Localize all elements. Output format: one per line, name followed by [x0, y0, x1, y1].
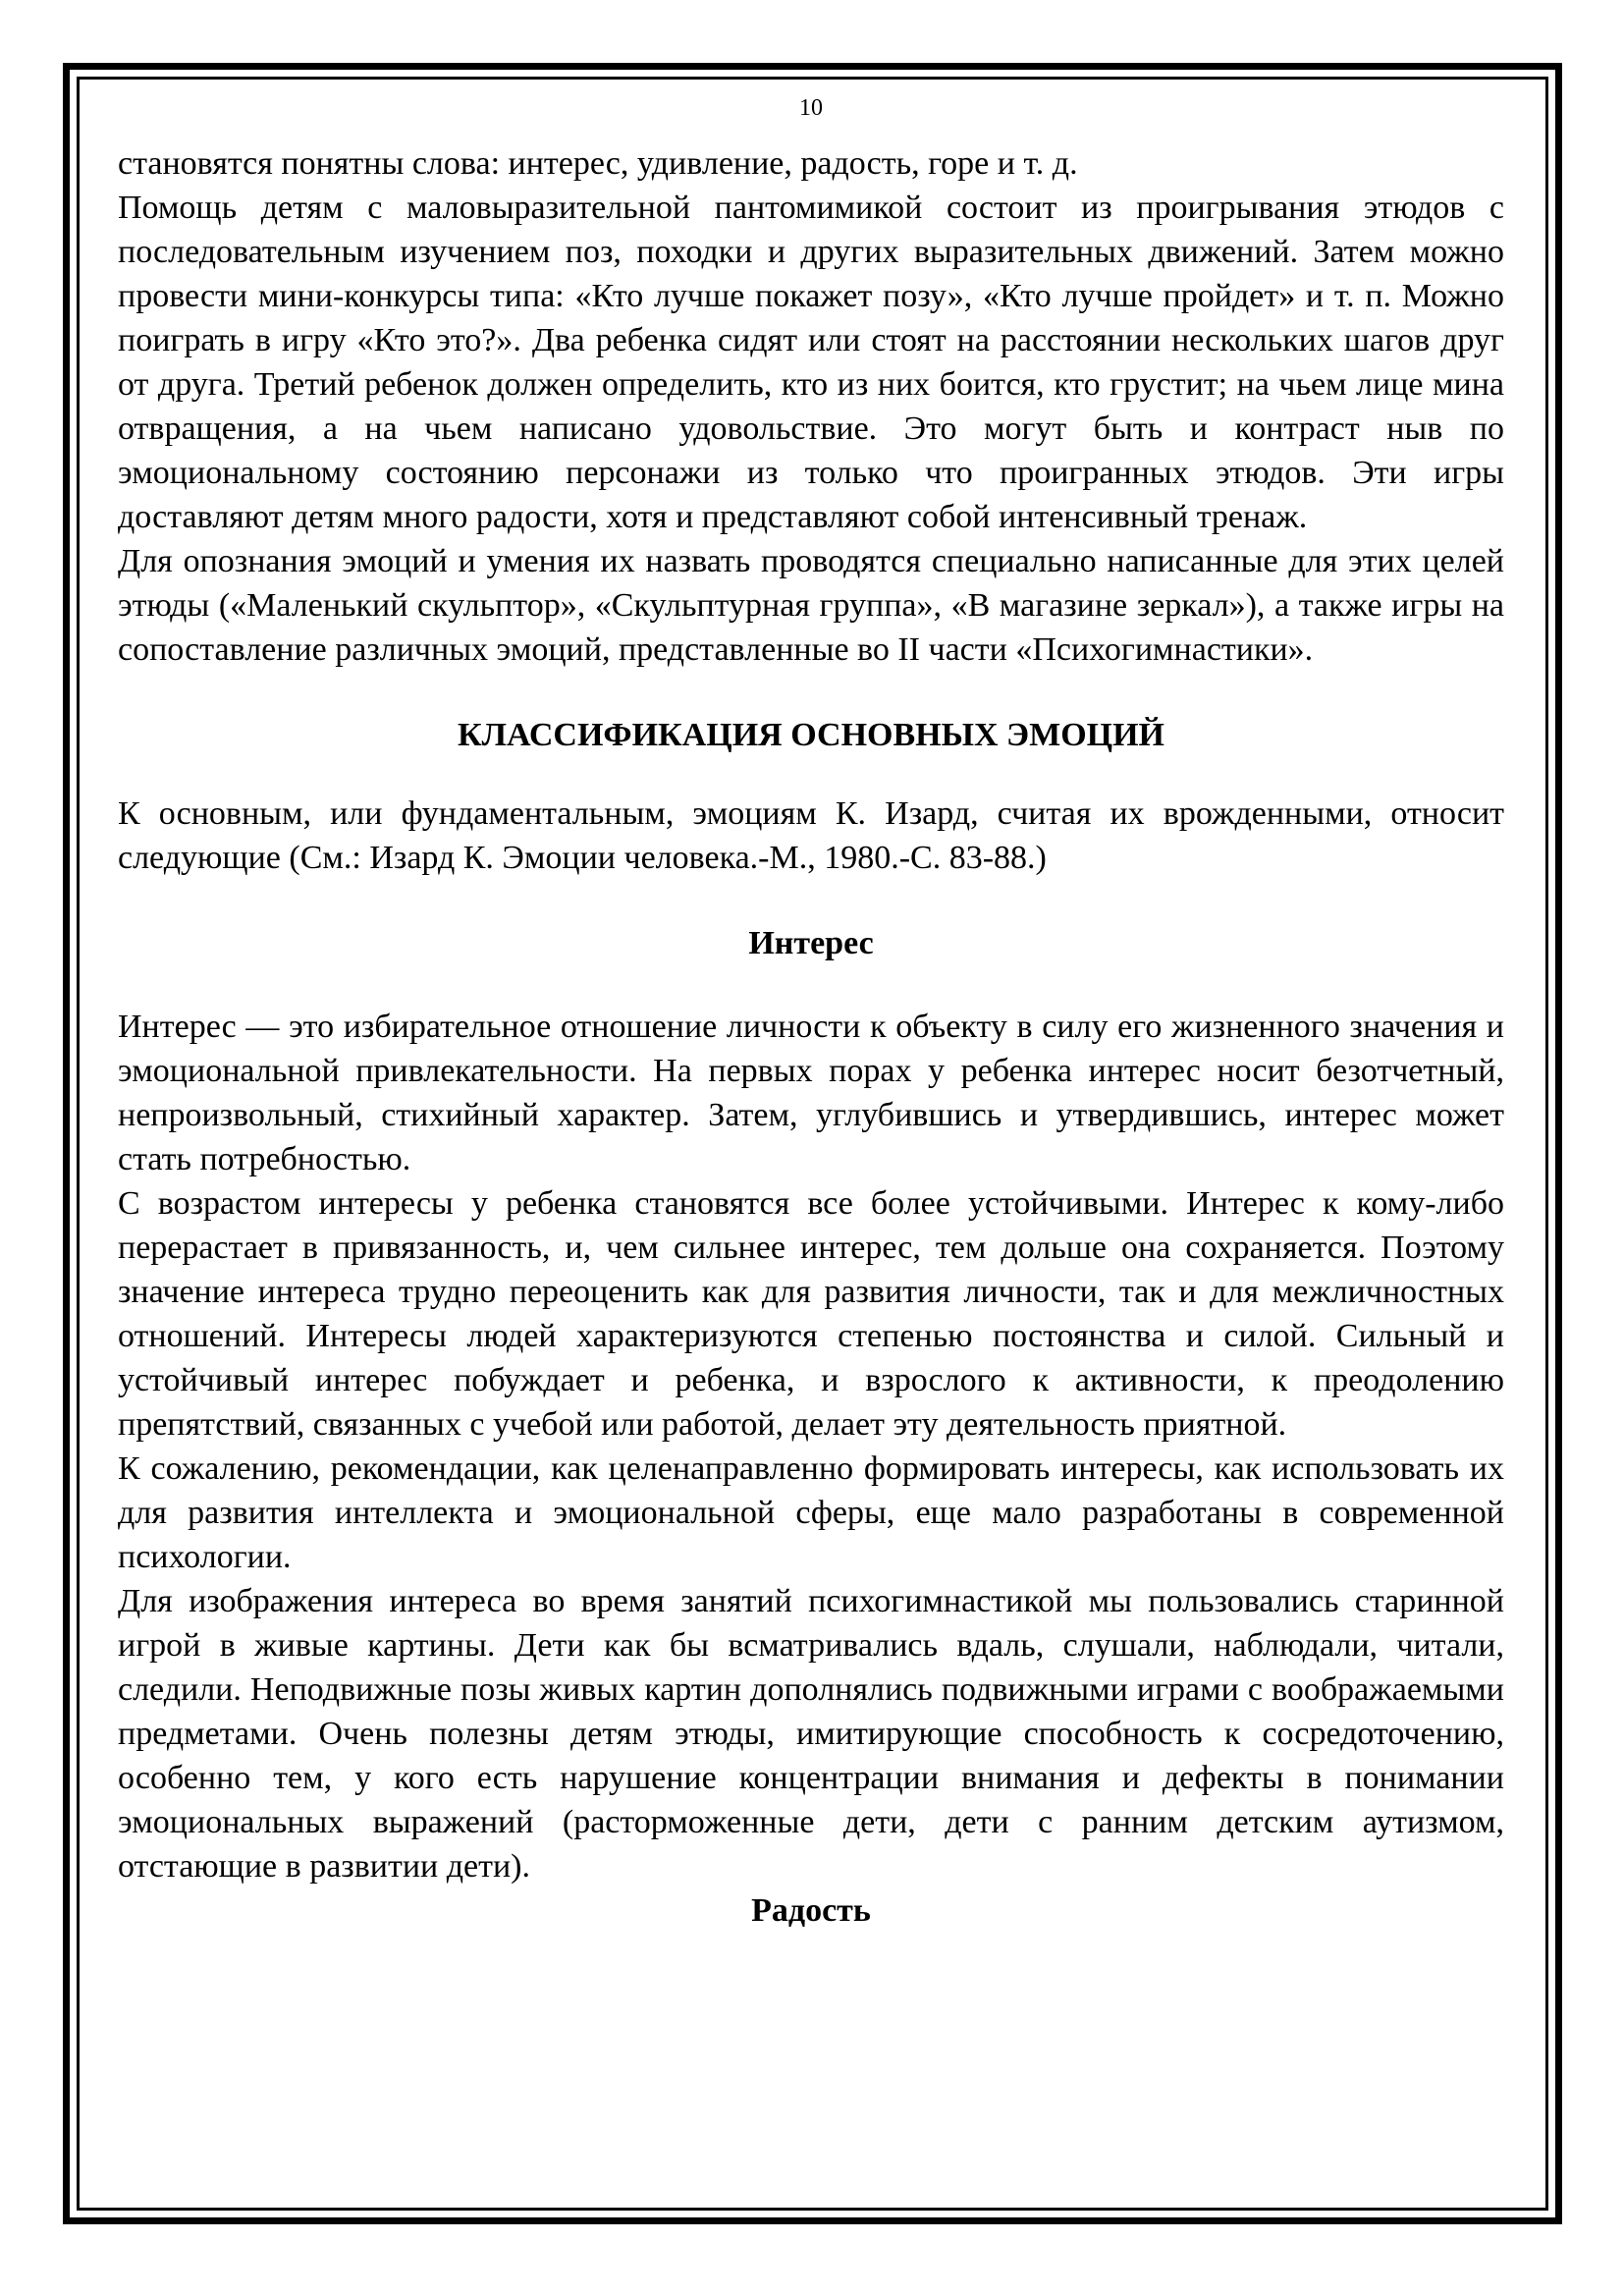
page-number: 10: [799, 95, 823, 121]
intro-paragraph-1: становятся понятны слова: интерес, удивление, радость, горе и т. д.: [118, 145, 1078, 182]
page-content: [118, 94, 1504, 2176]
interest-paragraph-2: С возрастом интересы у ребенка становятся все более устойчивыми. Интерес к кому-либо перерастает в привязанность, и, чем сильнее интерес, тем дольше она сохраняется. Поэтому значение интереса трудно переоценить как для развития личности, так и для межличностных отношений. Интересы людей характеризуются степенью постоянства и силой. Сильный и устойчивый интерес побуждает и ребенка, и взрослого к активности, к преодолению препятствий, связанных с учебой или работой, делает эту деятельность приятной.: [118, 1185, 1504, 1443]
intro-paragraph-3: Для опознания эмоций и умения их назвать проводятся специально написанные для этих целей этюды («Маленький скульптор», «Скульптурная группа», «В магазине зеркал»), а также игры на сопоставление различных эмоций, представленные во II части «Психогимнастики».: [118, 543, 1504, 668]
subheading-joy: Радость: [751, 1892, 871, 1929]
section-heading-classification: КЛАССИФИКАЦИЯ ОСНОВНЫХ ЭМОЦИЙ: [457, 717, 1164, 753]
interest-paragraph-1: Интерес — это избирательное отношение личности к объекту в силу его жизненного значения и эмоциональной привлекательности. На первых порах у ребенка интерес носит безотчетный, непроизвольный, стихийный характер. Затем, углубившись и утвердившись, интерес может стать потребностью.: [118, 1009, 1504, 1177]
subheading-interest: Интерес: [748, 925, 874, 961]
intro-paragraph-2: Помощь детям с маловыразительной пантомимикой состоит из проигрывания этюдов с последовательным изучением поз, походки и других выразительных движений. Затем можно провести мини-конкурсы типа: «Кто лучше покажет позу», «Кто лучше пройдет» и т. п. Можно поиграть в игру «Кто это?». Два ребенка сидят или стоят на расстоянии нескольких шагов друг от друга. Третий ребенок должен определить, кто из них боится, кто грустит; на чьем лице мина отвращения, а на чьем написано удовольствие. Это могут быть и контраст ныв по эмоциональному состоянию персонажи из только что проигранных этюдов. Эти игры доставляют детям много радости, хотя и представляют собой интенсивный тренаж.: [118, 190, 1504, 535]
interest-paragraph-4: Для изображения интереса во время занятий психогимнастикой мы пользовались старинной игрой в живые картины. Дети как бы всматривались вдаль, слушали, наблюдали, читали, следили. Неподвижные позы живых картин дополнялись подвижными играми с воображаемыми предметами. Очень полезны детям этюды, имитирующие способность к сосредоточению, особенно тем, у кого есть нарушение концентрации внимания и дефекты в понимании эмоциональных выражений (расторможенные дети, дети с ранним детским аутизмом, отстающие в развитии дети).: [118, 1583, 1504, 1885]
classification-paragraph: К основным, или фундаментальным, эмоциям К. Изард, считая их врожденными, относит следующие (См.: Изард К. Эмоции человека.-М., 1980.-С. 83-88.): [118, 795, 1504, 876]
interest-paragraph-3: К сожалению, рекомендации, как целенаправленно формировать интересы, как использовать их для развития интеллекта и эмоциональной сферы, еще мало разработаны в современной психологии.: [118, 1450, 1504, 1575]
